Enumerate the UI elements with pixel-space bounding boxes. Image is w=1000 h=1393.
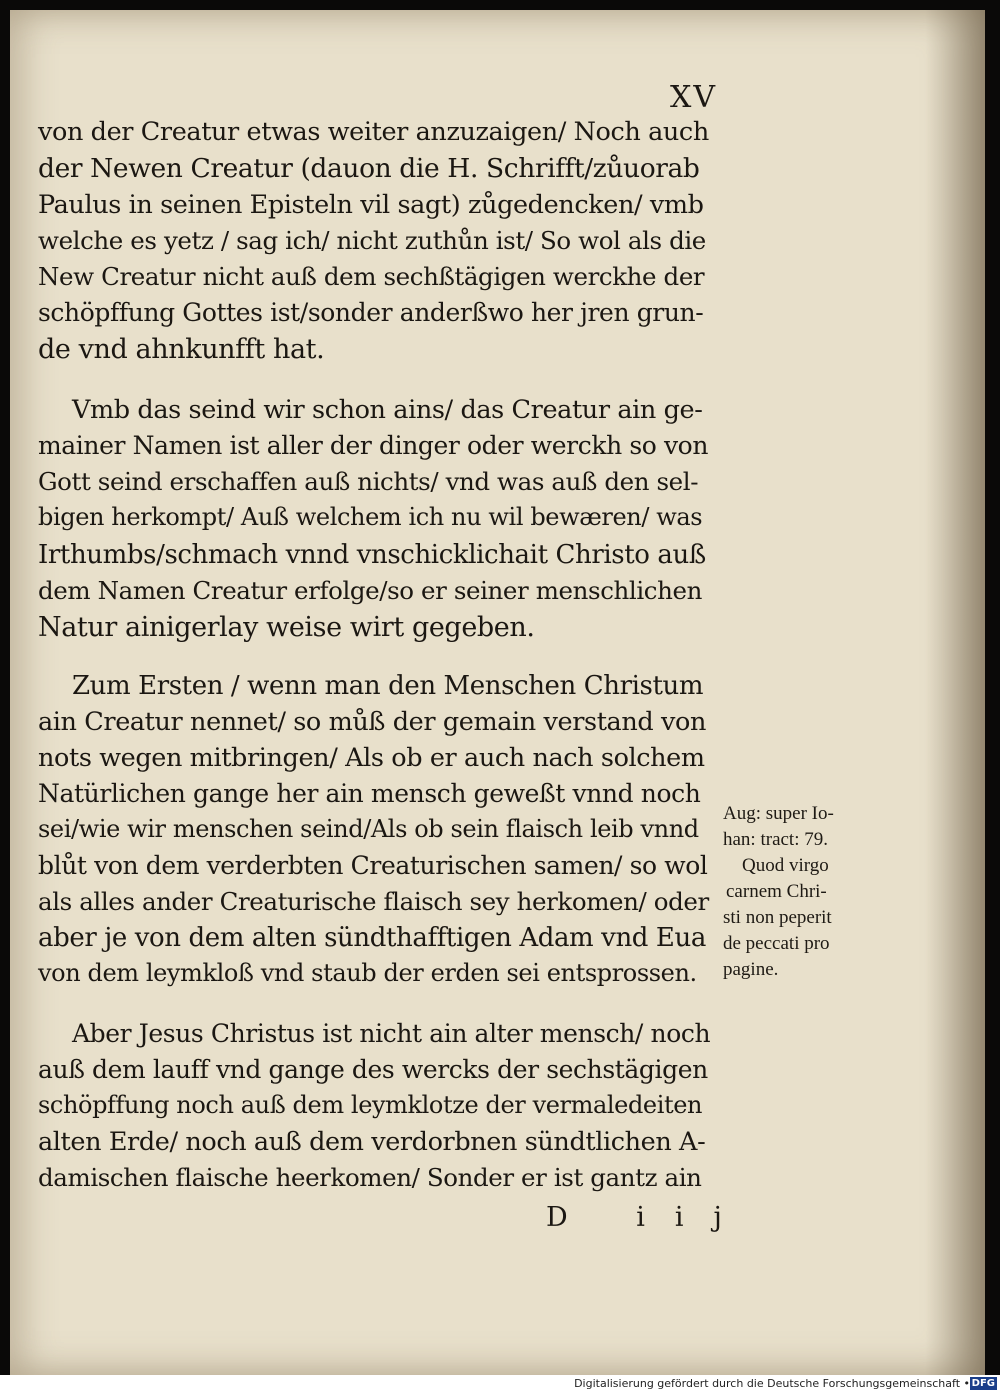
text-line: Vmb das seind wir schon ains/ das Creatur ain ge- — [72, 395, 703, 425]
text-line: Aber Jesus Christus ist nicht ain alter mensch/ noch — [72, 1019, 711, 1048]
text-line: bigen herkompt/ Auß welchem ich nu wil bewæren/ was — [38, 503, 703, 531]
margin-note-line: carnem Chri- — [726, 881, 827, 902]
text-line: damischen flaische heerkomen/ Sonder er ist gantz ain — [38, 1163, 702, 1192]
text-line: schöpffung Gottes ist/sonder anderßwo her jren grun- — [38, 298, 704, 327]
text-line: auß dem lauff vnd gange des wercks der sechstägigen — [38, 1055, 708, 1084]
page-edge-shadow — [925, 10, 985, 1375]
scanned-page — [10, 10, 985, 1375]
margin-note-line: pagine. — [723, 959, 779, 980]
text-line: aber je von dem alten sündthafftigen Adam vnd Eua — [38, 923, 706, 953]
text-line: Irthumbs/schmach vnnd vnschicklichait Christo auß — [38, 540, 706, 570]
text-line: mainer Namen ist aller der dinger oder werckh so von — [38, 431, 709, 460]
dfg-logo: DFG — [971, 1378, 995, 1389]
margin-note-line: sti non peperit — [723, 907, 832, 928]
text-line: ain Creatur nennet/ so můß der gemain verstand von — [38, 707, 706, 737]
margin-note-line: han: tract: 79. — [723, 829, 828, 850]
margin-note-line: de peccati pro — [723, 933, 830, 954]
folio-number: XV — [670, 80, 718, 115]
signature-mark: D iij — [546, 1202, 752, 1233]
text-line: der Newen Creatur (dauon die H. Schrifft/zůuorab — [38, 153, 700, 184]
margin-note-line: Quod virgo — [742, 855, 829, 876]
text-line: New Creatur nicht auß dem sechßtägigen werckhe der — [38, 262, 705, 291]
text-line: Natürlichen gange her ain mensch geweßt vnnd noch — [38, 779, 701, 808]
text-line: alten Erde/ noch auß dem verdorbnen sündtlichen A- — [38, 1127, 706, 1157]
text-line: von der Creatur etwas weiter anzuzaigen/ Noch auch — [38, 117, 709, 147]
text-line: von dem leymkloß vnd staub der erden sei entsprossen. — [38, 959, 697, 987]
text-line: blůt von dem verderbten Creaturischen samen/ so wol — [38, 851, 708, 880]
margin-note-line: Aug: super Io- — [723, 803, 834, 824]
text-line: schöpffung noch auß dem leymklotze der vermaledeiten — [38, 1091, 703, 1119]
text-line: Zum Ersten / wenn man den Menschen Christum — [72, 671, 704, 701]
text-line: als alles ander Creaturische flaisch sey herkomen/ oder — [38, 887, 709, 916]
text-line: sei/wie wir menschen seind/Als ob sein flaisch leib vnnd — [38, 815, 699, 843]
text-line: nots wegen mitbringen/ Als ob er auch nach solchem — [38, 743, 705, 773]
text-line: Natur ainigerlay weise wirt gegeben. — [38, 612, 535, 643]
text-line: Gott seind erschaffen auß nichts/ vnd was auß den sel- — [38, 467, 699, 496]
text-line: de vnd ahnkunfft hat. — [38, 334, 325, 365]
text-line: dem Namen Creatur erfolge/so er seiner menschlichen — [38, 576, 702, 605]
footer-credit: Digitalisierung gefördert durch die Deutsche Forschungsgemeinschaft • — [574, 1377, 970, 1390]
text-line: Paulus in seinen Episteln vil sagt) zůgedencken/ vmb — [38, 190, 704, 220]
text-line: welche es yetz / sag ich/ nicht zuthůn ist/ So wol als die — [38, 226, 706, 255]
